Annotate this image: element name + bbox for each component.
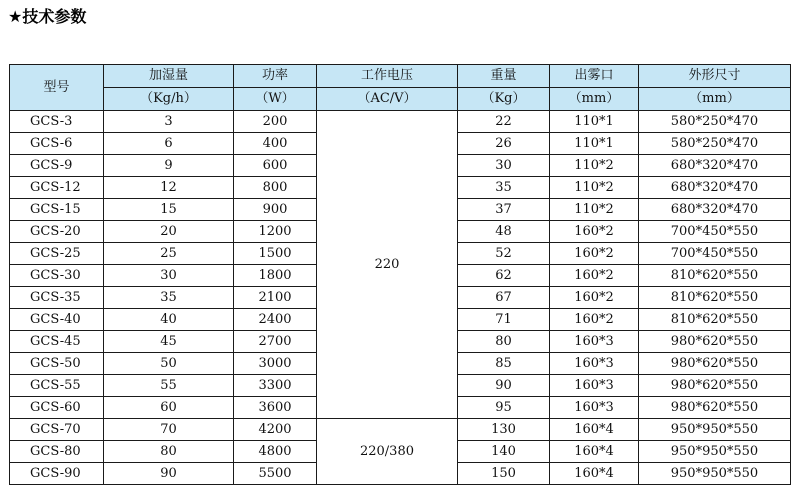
cell-power: 3600 [234, 397, 317, 419]
cell-dimensions: 700*450*550 [639, 221, 791, 243]
cell-model: GCS-6 [10, 133, 104, 155]
cell-weight: 90 [458, 375, 550, 397]
cell-model: GCS-45 [10, 331, 104, 353]
cell-weight: 30 [458, 155, 550, 177]
cell-model: GCS-55 [10, 375, 104, 397]
cell-model: GCS-50 [10, 353, 104, 375]
cell-mist-outlet: 160*2 [550, 243, 639, 265]
cell-humidification: 6 [104, 133, 234, 155]
spec-table-body [10, 111, 791, 485]
cell-power: 2700 [234, 331, 317, 353]
header-weight: 重量 [458, 65, 550, 88]
cell-power: 600 [234, 155, 317, 177]
cell-weight: 130 [458, 419, 550, 441]
cell-model: GCS-60 [10, 397, 104, 419]
cell-power: 5500 [234, 463, 317, 485]
cell-model: GCS-90 [10, 463, 104, 485]
header-model: 型号 [10, 65, 104, 111]
cell-mist-outlet: 160*4 [550, 463, 639, 485]
cell-humidification: 30 [104, 265, 234, 287]
cell-weight: 35 [458, 177, 550, 199]
cell-power: 4200 [234, 419, 317, 441]
header-humidification: 加湿量 [104, 65, 234, 88]
cell-mist-outlet: 160*4 [550, 419, 639, 441]
header-power-unit: （W） [234, 88, 317, 111]
cell-humidification: 90 [104, 463, 234, 485]
cell-weight: 95 [458, 397, 550, 419]
cell-mist-outlet: 160*3 [550, 331, 639, 353]
cell-weight: 150 [458, 463, 550, 485]
cell-humidification: 80 [104, 441, 234, 463]
cell-model: GCS-25 [10, 243, 104, 265]
cell-power: 1800 [234, 265, 317, 287]
header-mist-outlet-unit: （mm） [550, 88, 639, 111]
cell-weight: 80 [458, 331, 550, 353]
cell-power: 1200 [234, 221, 317, 243]
cell-mist-outlet: 160*3 [550, 375, 639, 397]
cell-weight: 67 [458, 287, 550, 309]
cell-weight: 37 [458, 199, 550, 221]
cell-dimensions: 980*620*550 [639, 397, 791, 419]
cell-humidification: 9 [104, 155, 234, 177]
cell-dimensions: 810*620*550 [639, 287, 791, 309]
cell-dimensions: 680*320*470 [639, 199, 791, 221]
header-dimensions: 外形尺寸 [639, 65, 791, 88]
table-row [10, 111, 791, 133]
spec-table [9, 64, 791, 485]
header-voltage: 工作电压 [317, 65, 458, 88]
cell-humidification: 50 [104, 353, 234, 375]
cell-dimensions: 580*250*470 [639, 133, 791, 155]
cell-power: 200 [234, 111, 317, 133]
header-dimensions-unit: （mm） [639, 88, 791, 111]
cell-humidification: 45 [104, 331, 234, 353]
cell-model: GCS-80 [10, 441, 104, 463]
cell-humidification: 55 [104, 375, 234, 397]
cell-weight: 48 [458, 221, 550, 243]
cell-humidification: 40 [104, 309, 234, 331]
cell-mist-outlet: 160*2 [550, 309, 639, 331]
cell-power: 4800 [234, 441, 317, 463]
cell-power: 900 [234, 199, 317, 221]
cell-model: GCS-70 [10, 419, 104, 441]
cell-model: GCS-15 [10, 199, 104, 221]
header-power: 功率 [234, 65, 317, 88]
cell-model: GCS-9 [10, 155, 104, 177]
section-heading: ★技术参数 [8, 7, 87, 26]
cell-humidification: 60 [104, 397, 234, 419]
cell-model: GCS-40 [10, 309, 104, 331]
cell-weight: 62 [458, 265, 550, 287]
cell-mist-outlet: 110*2 [550, 177, 639, 199]
cell-power: 400 [234, 133, 317, 155]
cell-dimensions: 580*250*470 [639, 111, 791, 133]
cell-humidification: 15 [104, 199, 234, 221]
cell-mist-outlet: 160*3 [550, 353, 639, 375]
cell-power: 3300 [234, 375, 317, 397]
table-row [10, 419, 791, 441]
cell-model: GCS-12 [10, 177, 104, 199]
header-humidification-unit: （Kg/h） [104, 88, 234, 111]
cell-model: GCS-20 [10, 221, 104, 243]
cell-mist-outlet: 160*2 [550, 287, 639, 309]
cell-dimensions: 980*620*550 [639, 331, 791, 353]
header-mist-outlet: 出雾口 [550, 65, 639, 88]
cell-dimensions: 700*450*550 [639, 243, 791, 265]
cell-dimensions: 950*950*550 [639, 441, 791, 463]
cell-humidification: 12 [104, 177, 234, 199]
cell-dimensions: 980*620*550 [639, 375, 791, 397]
cell-model: GCS-30 [10, 265, 104, 287]
cell-model: GCS-35 [10, 287, 104, 309]
cell-voltage: 220 [317, 111, 458, 419]
cell-dimensions: 810*620*550 [639, 309, 791, 331]
cell-weight: 52 [458, 243, 550, 265]
header-weight-unit: （Kg） [458, 88, 550, 111]
header-voltage-unit: （AC/V） [317, 88, 458, 111]
cell-dimensions: 680*320*470 [639, 177, 791, 199]
cell-mist-outlet: 110*1 [550, 133, 639, 155]
cell-dimensions: 950*950*550 [639, 419, 791, 441]
cell-humidification: 70 [104, 419, 234, 441]
cell-power: 1500 [234, 243, 317, 265]
cell-dimensions: 680*320*470 [639, 155, 791, 177]
cell-weight: 85 [458, 353, 550, 375]
cell-weight: 71 [458, 309, 550, 331]
cell-mist-outlet: 110*1 [550, 111, 639, 133]
cell-dimensions: 810*620*550 [639, 265, 791, 287]
spec-table-header [10, 65, 791, 111]
cell-mist-outlet: 160*3 [550, 397, 639, 419]
cell-power: 2400 [234, 309, 317, 331]
cell-voltage: 220/380 [317, 419, 458, 485]
cell-mist-outlet: 160*2 [550, 265, 639, 287]
cell-dimensions: 980*620*550 [639, 353, 791, 375]
cell-power: 800 [234, 177, 317, 199]
cell-model: GCS-3 [10, 111, 104, 133]
cell-weight: 140 [458, 441, 550, 463]
cell-mist-outlet: 160*2 [550, 221, 639, 243]
cell-mist-outlet: 110*2 [550, 199, 639, 221]
cell-humidification: 25 [104, 243, 234, 265]
cell-mist-outlet: 110*2 [550, 155, 639, 177]
cell-mist-outlet: 160*4 [550, 441, 639, 463]
cell-humidification: 20 [104, 221, 234, 243]
cell-humidification: 35 [104, 287, 234, 309]
cell-power: 2100 [234, 287, 317, 309]
cell-weight: 26 [458, 133, 550, 155]
cell-power: 3000 [234, 353, 317, 375]
cell-dimensions: 950*950*550 [639, 463, 791, 485]
cell-weight: 22 [458, 111, 550, 133]
cell-humidification: 3 [104, 111, 234, 133]
